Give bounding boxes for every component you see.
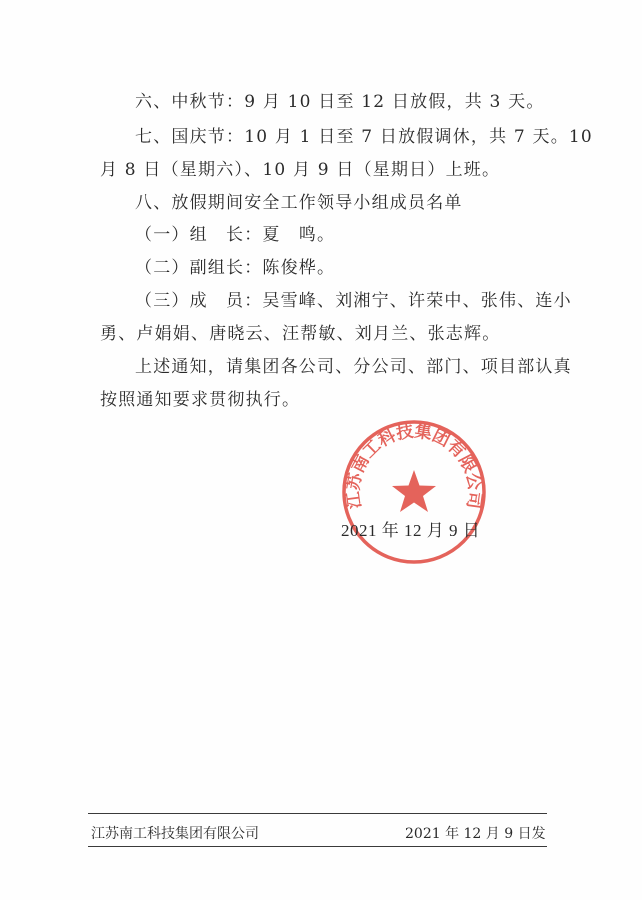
paragraph-line: （三）成 员：吴雪峰、刘湘宁、许荣中、张伟、连小 — [135, 291, 572, 311]
footer-issue-date: 2021 年 12 月 9 日发 — [405, 826, 546, 842]
signature-date: 2021 年 12 月 9 日 — [341, 521, 481, 540]
seal-text: 江苏南工科技集团有限公司 — [343, 421, 485, 510]
seal-star-icon — [392, 470, 436, 512]
footer-bottom-rule — [88, 846, 547, 847]
paragraph-line: 勇、卢娟娟、唐晓云、汪帮敏、刘月兰、张志辉。 — [100, 324, 501, 344]
paragraph-line: （二）副组长：陈俊桦。 — [135, 258, 336, 278]
paragraph-line: 按照通知要求贯彻执行。 — [100, 390, 301, 410]
paragraph-line: （一）组 长：夏 鸣。 — [135, 225, 336, 245]
paragraph-line: 上述通知，请集团各公司、分公司、部门、项目部认真 — [135, 357, 572, 377]
paragraph-line: 月 8 日（星期六）、10 月 9 日（星期日）上班。 — [100, 160, 501, 180]
footer-issuer: 江苏南工科技集团有限公司 — [91, 826, 259, 842]
company-seal-stamp — [340, 418, 488, 566]
paragraph-line: 八、放假期间安全工作领导小组成员名单 — [135, 193, 463, 213]
paragraph-line: 七、国庆节：10 月 1 日至 7 日放假调休，共 7 天。10 — [135, 127, 593, 147]
footer-top-rule — [88, 813, 547, 814]
paragraph-line: 六、中秋节：9 月 10 日至 12 日放假，共 3 天。 — [135, 92, 545, 112]
